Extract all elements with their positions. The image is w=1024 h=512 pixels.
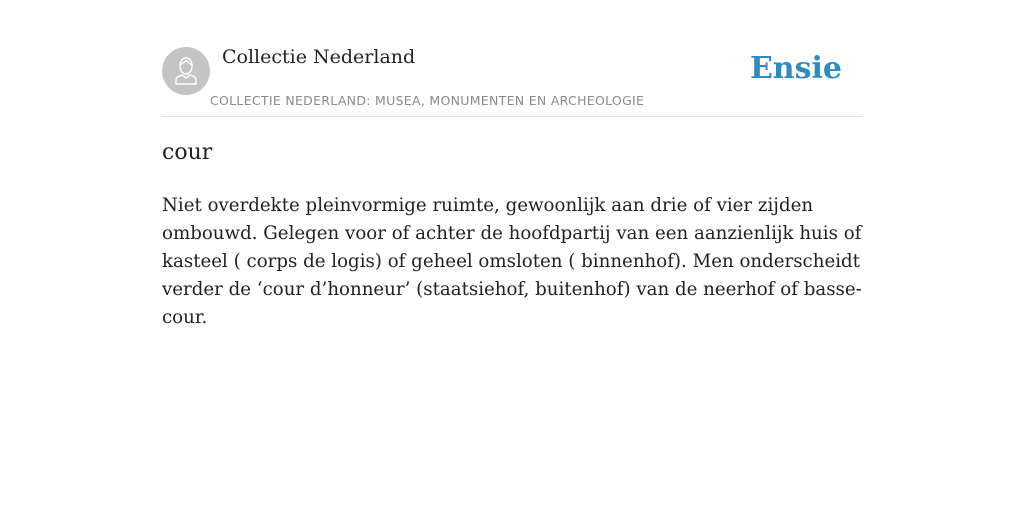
entry-header (162, 40, 862, 117)
author-avatar[interactable] (162, 47, 210, 95)
author-name[interactable]: Collectie Nederland (222, 46, 416, 68)
entry-term: cour (162, 140, 213, 165)
source-name[interactable]: COLLECTIE NEDERLAND: MUSEA, MONUMENTEN EN ARCHEOLOGIE (210, 93, 645, 108)
entry-definition: Niet overdekte pleinvormige ruimte, gewoonlijk aan drie of vier zijden ombouwd. Gelegen voor of achter de hoofdpartij van een aanzienlijk huis of kasteel ( corps de logis) of geheel omsloten ( binnenhof). Men onderscheidt verder de ‘cour d’honneur’ (staatsiehof, buitenhof) van de neerhof of basse-cour. (162, 195, 862, 328)
user-silhouette-icon (162, 47, 210, 95)
brand-logo[interactable]: Ensie (749, 51, 842, 86)
